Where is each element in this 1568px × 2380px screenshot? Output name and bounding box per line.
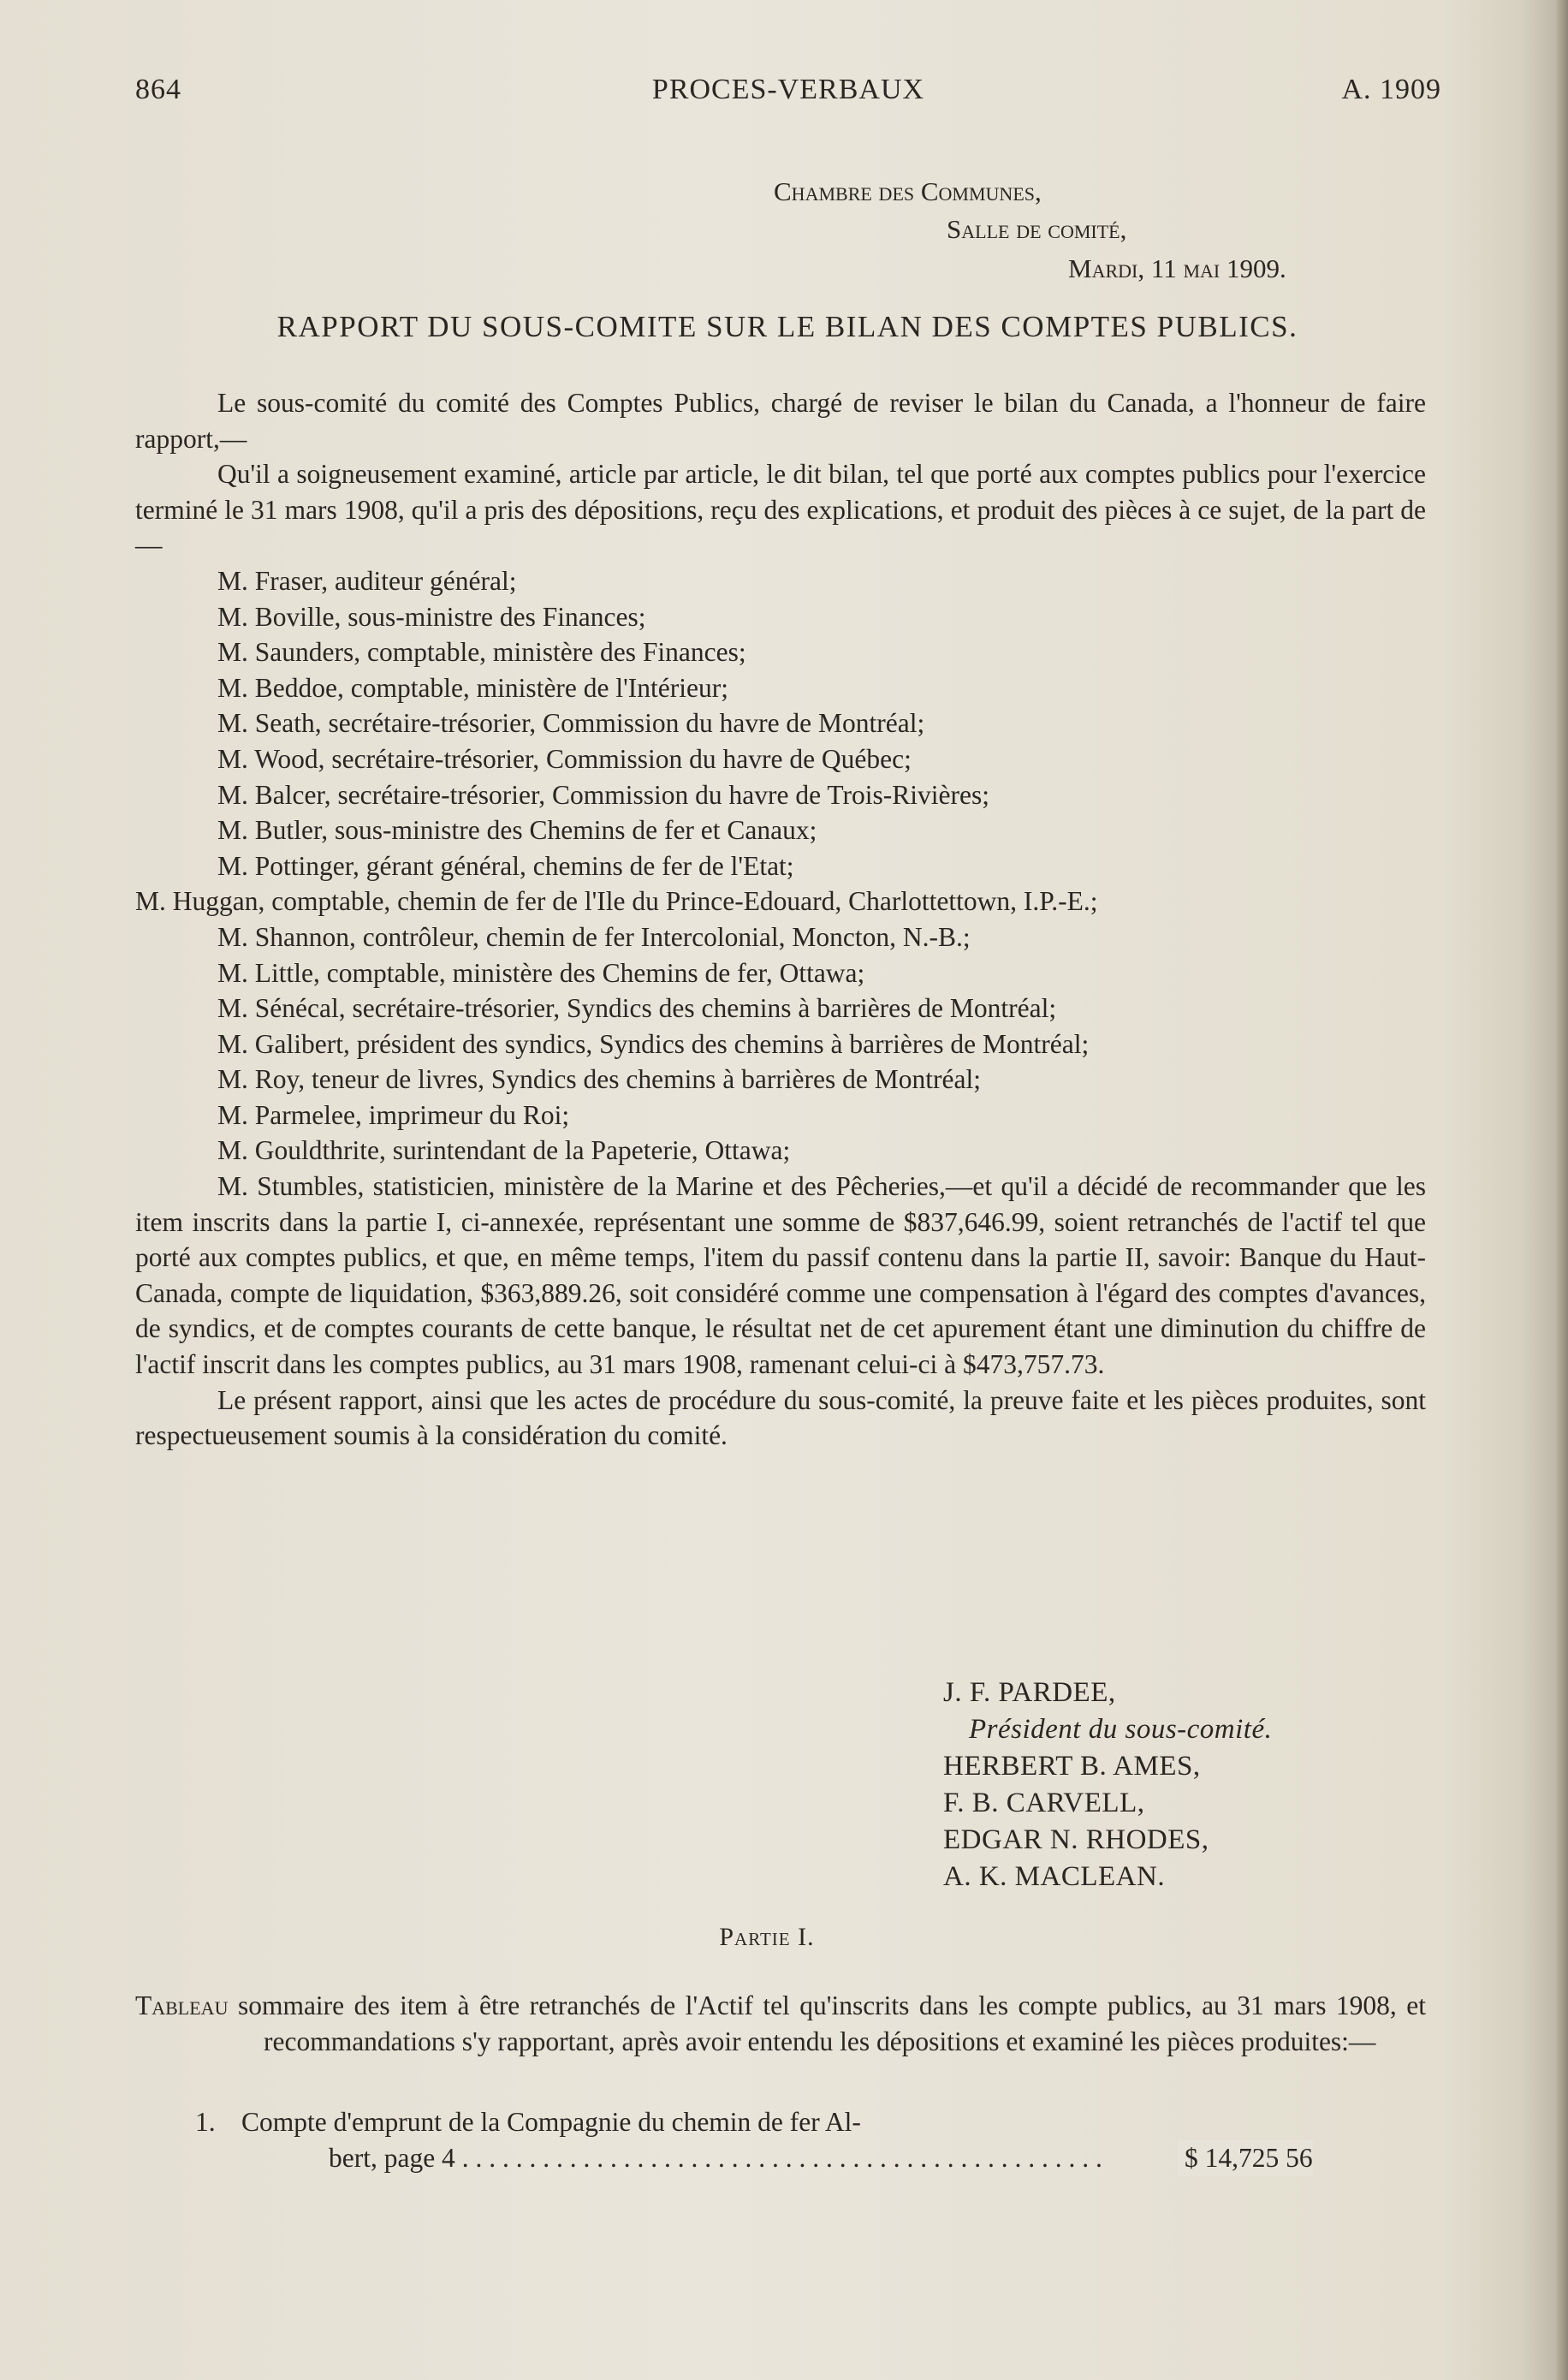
tableau-text: sommaire des item à être retranchés de l'Actif tel qu'inscrits dans les compte publics, au 31 mars 1908, et recommandations s'y rapportant, après avoir entendu les dépositions et examiné les pièces produites:— [237, 1990, 1426, 2056]
examination-paragraph: Qu'il a soigneusement examiné, article par article, le dit bilan, tel que porté aux comptes publics pour l'exercice terminé le 31 mars 1908, qu'il a pris des dépositions, reçu des explications, et produit des pièces à ce sujet, de la part de— [135, 459, 1426, 561]
witness-item: M. Seath, secrétaire-trésorier, Commission du havre de Montréal; [217, 708, 925, 739]
report-title: RAPPORT DU SOUS-COMITE SUR LE BILAN DES COMPTES PUBLICS. [276, 310, 1298, 343]
witness-item: M. Pottinger, gérant général, chemins de fer de l'Etat; [217, 850, 794, 881]
page-number: 864 [135, 74, 181, 105]
place-date: Mardi, 11 mai 1909. [1068, 253, 1286, 283]
page-header [135, 74, 1441, 116]
witness-item: M. Little, comptable, ministère des Chemins de fer, Ottawa; [217, 957, 865, 988]
closing-paragraph: Le présent rapport, ainsi que les actes de procédure du sous-comité, la preuve faite et les pièces produites, sont respectueusement soumis à la considération du comité. [135, 1384, 1426, 1451]
item-amount: $ 14,725 56 [1178, 2140, 1313, 2176]
member-signature: EDGAR N. RHODES, [943, 1824, 1209, 1855]
witness-item: M. Roy, teneur de livres, Syndics des chemins à barrières de Montréal; [217, 1064, 981, 1095]
item-label: Compte d'emprunt de la Compagnie du chemin de fer Al- [241, 2107, 861, 2137]
chair-role: Président du sous-comité. [969, 1714, 1273, 1745]
member-signature: A. K. MACLEAN. [943, 1861, 1166, 1892]
running-title: PROCES-VERBAUX [651, 74, 925, 105]
witness-item: M. Sénécal, secrétaire-trésorier, Syndics des chemins à barrières de Montréal; [217, 993, 1057, 1024]
partie-heading: Partie I. [719, 1923, 815, 1951]
witness-item: M. Fraser, auditeur général; [217, 565, 517, 596]
witness-item: M. Butler, sous-ministre des Chemins de fer et Canaux; [217, 815, 817, 846]
witness-item: M. Balcer, secrétaire-trésorier, Commission du havre de Trois-Rivières; [217, 779, 990, 810]
item-label-end: bert, page 4 [329, 2143, 455, 2173]
witness-item: M. Parmelee, imprimeur du Roi; [217, 1099, 570, 1130]
witness-item: M. Beddoe, comptable, ministère de l'Intérieur; [217, 672, 728, 703]
witness-item: M. Galibert, président des syndics, Syndics des chemins à barrières de Montréal; [217, 1028, 1090, 1059]
intro-paragraph: Le sous-comité du comité des Comptes Publics, chargé de reviser le bilan du Canada, a l'honneur de faire rapport,— [135, 388, 1426, 454]
tableau-caption [135, 1988, 1426, 2060]
witness-item: M. Gouldthrite, surintendant de la Papeterie, Ottawa; [217, 1135, 791, 1166]
page-edge [1556, 0, 1568, 2380]
witness-list [135, 563, 1426, 1169]
signature-block [943, 1675, 1272, 1895]
item-number: 1. [195, 2107, 216, 2137]
recommendation-paragraph: M. Stumbles, statisticien, ministère de la Marine et des Pêcheries,—et qu'il a décidé de recommander que les item inscrits dans la partie I, ci-annexée, représentant une somme de $837,646.99, soient retranchés de l'actif tel que porté aux comptes publics, et que, en même temps, l'item du passif contenu dans la partie II, savoir: Banque du Haut-Canada, compte de liquidation, $363,889.26, soit considéré comme une compensation à l'égard des comptes d'avances, de syndics, et de comptes courants de cette banque, le résultat net de cet apurement étant une diminution du chiffre de l'actif inscrit dans les comptes publics, au 31 mars 1908, ramenant celui-ci à $473,757.73. [135, 1171, 1426, 1380]
tableau-lead: Tableau [135, 1990, 229, 2020]
dot-leaders: . . . . . . . . . . . . . . . . . . . . . . . . . . . . . . . . . . . . . . . . . . . . . . . . [461, 2143, 1102, 2173]
member-signature: HERBERT B. AMES, [943, 1751, 1201, 1782]
member-signature: F. B. CARVELL, [943, 1788, 1145, 1818]
witness-item: M. Saunders, comptable, ministère des Finances; [217, 637, 746, 668]
chair-signature: J. F. PARDEE, [943, 1677, 1116, 1708]
item-label-continued [329, 2140, 1185, 2176]
witness-item: M. Boville, sous-ministre des Finances; [217, 601, 646, 632]
place-line-2: Salle de comité, [947, 214, 1127, 244]
witness-item: M. Wood, secrétaire-trésorier, Commission du havre de Québec; [217, 743, 912, 774]
witness-item: M. Huggan, comptable, chemin de fer de l'Ile du Prince-Edouard, Charlottettown, I.P.-E.; [135, 886, 1098, 917]
place-line-1: Chambre des Communes, [774, 176, 1042, 206]
report-body [135, 385, 1426, 1454]
session-year: A. 1909 [1341, 74, 1441, 105]
witness-item: M. Shannon, contrôleur, chemin de fer Intercolonial, Moncton, N.-B.; [217, 921, 971, 952]
